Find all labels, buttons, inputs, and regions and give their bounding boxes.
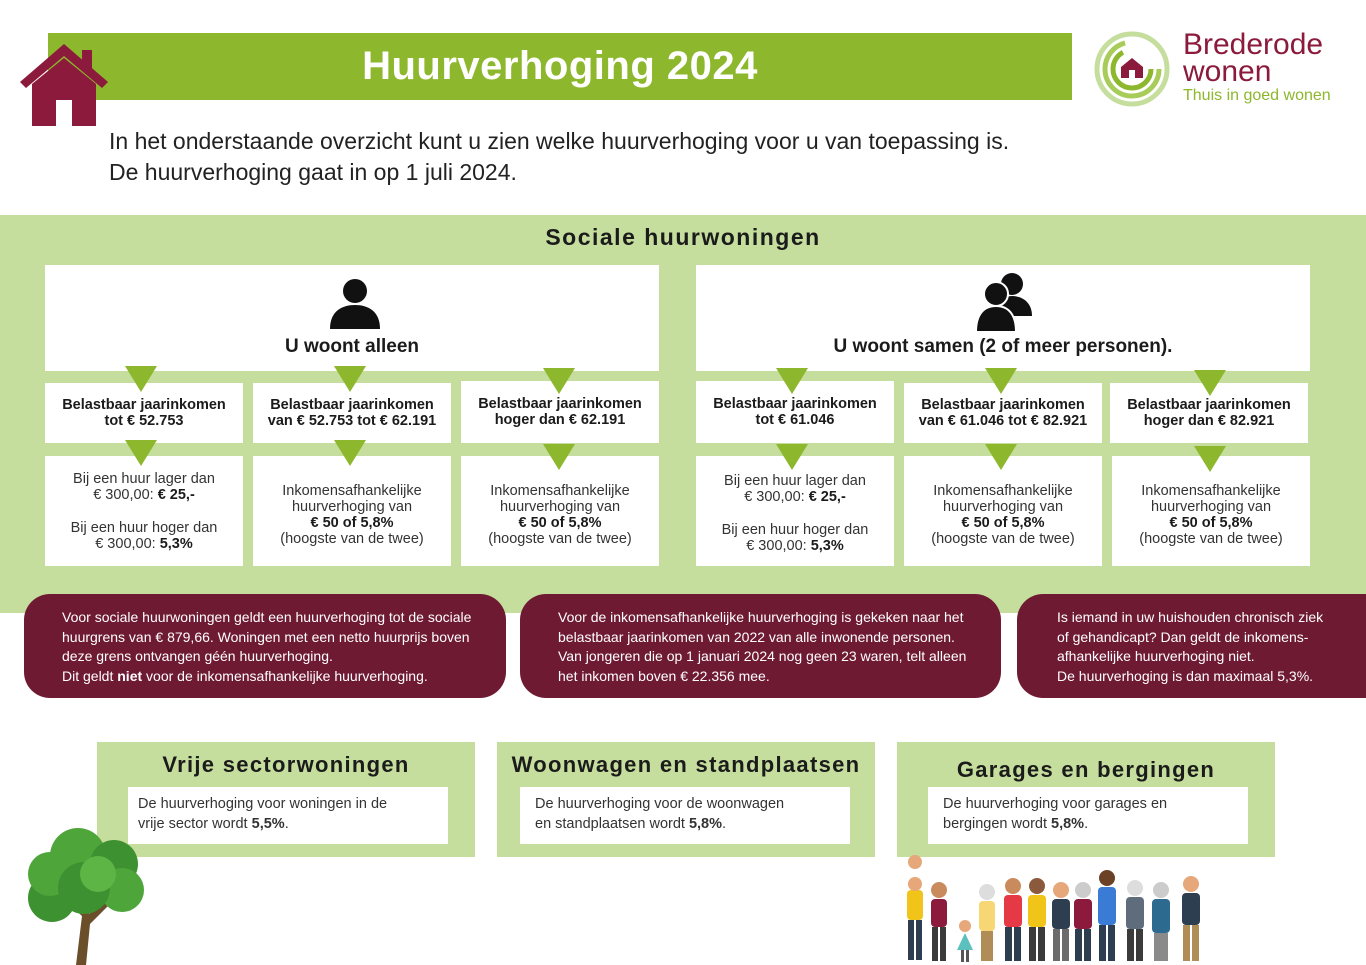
section-text: De huurverhoging voor woningen in de vrije sector wordt 5,5%. xyxy=(128,787,448,844)
section-title: Woonwagen en standplaatsen xyxy=(511,752,861,777)
income-bracket-head: Belastbaar jaarinkomen van € 61.046 tot € 82.921 xyxy=(904,383,1102,443)
section-title: Vrije sectorwoningen xyxy=(162,752,410,777)
increase-rule: Inkomensafhankelijke huurverhoging van € 50 of 5,8% (hoogste van de twee) xyxy=(904,456,1102,566)
arrow-down-icon xyxy=(543,368,575,394)
income-bracket-head: Belastbaar jaarinkomen tot € 61.046 xyxy=(696,381,894,443)
group-label: U woont samen (2 of meer personen). xyxy=(833,336,1173,357)
intro-line: De huurverhoging gaat in op 1 juli 2024. xyxy=(109,159,517,185)
arrow-down-icon xyxy=(125,440,157,466)
arrow-down-icon xyxy=(1194,370,1226,396)
income-bracket-head: Belastbaar jaarinkomen van € 52.753 tot € 62.191 xyxy=(253,383,451,443)
house-icon xyxy=(18,42,110,128)
increase-rule: Inkomensafhankelijke huurverhoging van € 50 of 5,8% (hoogste van de twee) xyxy=(461,456,659,566)
intro-line: In het onderstaande overzicht kunt u zien welke huurverhoging voor u van toepassing is. xyxy=(109,128,1010,154)
increase-rule: Inkomensafhankelijke huurverhoging van € 50 of 5,8% (hoogste van de twee) xyxy=(253,456,451,566)
logo-name: wonen xyxy=(1183,55,1272,88)
logo-tagline: Thuis in goed wonen xyxy=(1183,87,1331,104)
arrow-down-icon xyxy=(334,440,366,466)
arrow-down-icon xyxy=(776,368,808,394)
info-note: Voor de inkomensafhankelijke huurverhoging is gekeken naar het belastbaar jaarinkomen van 2022 van alle inwonende personen. Van jongeren die op 1 januari 2024 nog geen 23 waren, telt alleen het inkomen boven € 22.356 mee. xyxy=(520,594,1001,698)
arrow-down-icon xyxy=(776,444,808,470)
income-bracket-head: Belastbaar jaarinkomen hoger dan € 62.191 xyxy=(461,381,659,443)
arrow-down-icon xyxy=(334,366,366,392)
tree-icon xyxy=(22,826,148,965)
section-text: De huurverhoging voor de woonwagen en standplaatsen wordt 5,8%. xyxy=(520,787,850,844)
page-title: Huurverhoging 2024 xyxy=(362,44,758,88)
arrow-down-icon xyxy=(543,444,575,470)
people-illustration xyxy=(895,854,1220,965)
logo-mark-icon xyxy=(1093,30,1171,108)
group-label: U woont alleen xyxy=(284,336,420,357)
increase-rule: Inkomensafhankelijke huurverhoging van € 50 of 5,8% (hoogste van de twee) xyxy=(1112,456,1310,566)
arrow-down-icon xyxy=(985,368,1017,394)
income-bracket-head: Belastbaar jaarinkomen tot € 52.753 xyxy=(45,383,243,443)
person-icon xyxy=(328,277,382,329)
logo-name: Brederode xyxy=(1183,28,1324,61)
section-title: Sociale huurwoningen xyxy=(545,224,821,250)
info-note: Is iemand in uw huishouden chronisch ziek of gehandicapt? Dan geldt de inkomens- afhankelijke huurverhoging niet. De huurverhoging is dan maximaal 5,3%. xyxy=(1017,594,1366,698)
income-bracket-head: Belastbaar jaarinkomen hoger dan € 82.921 xyxy=(1110,383,1308,443)
arrow-down-icon xyxy=(1194,446,1226,472)
arrow-down-icon xyxy=(125,366,157,392)
increase-rule: Bij een huur lager dan € 300,00: € 25,- Bij een huur hoger dan € 300,00: 5,3% xyxy=(45,456,243,566)
intro-text xyxy=(109,126,1009,188)
group-icon xyxy=(976,272,1032,332)
increase-rule: Bij een huur lager dan € 300,00: € 25,- Bij een huur hoger dan € 300,00: 5,3% xyxy=(696,456,894,566)
arrow-down-icon xyxy=(985,444,1017,470)
section-text: De huurverhoging voor garages en bergingen wordt 5,8%. xyxy=(928,787,1248,844)
info-note: Voor sociale huurwoningen geldt een huurverhoging tot de sociale huurgrens van € 879,66. Woningen met een netto huurprijs boven deze grens ontvangen géén huurverhoging. Dit geldt niet voor de inkomensafhankelijke huurverhoging. xyxy=(24,594,506,698)
section-title: Garages en bergingen xyxy=(956,757,1216,782)
